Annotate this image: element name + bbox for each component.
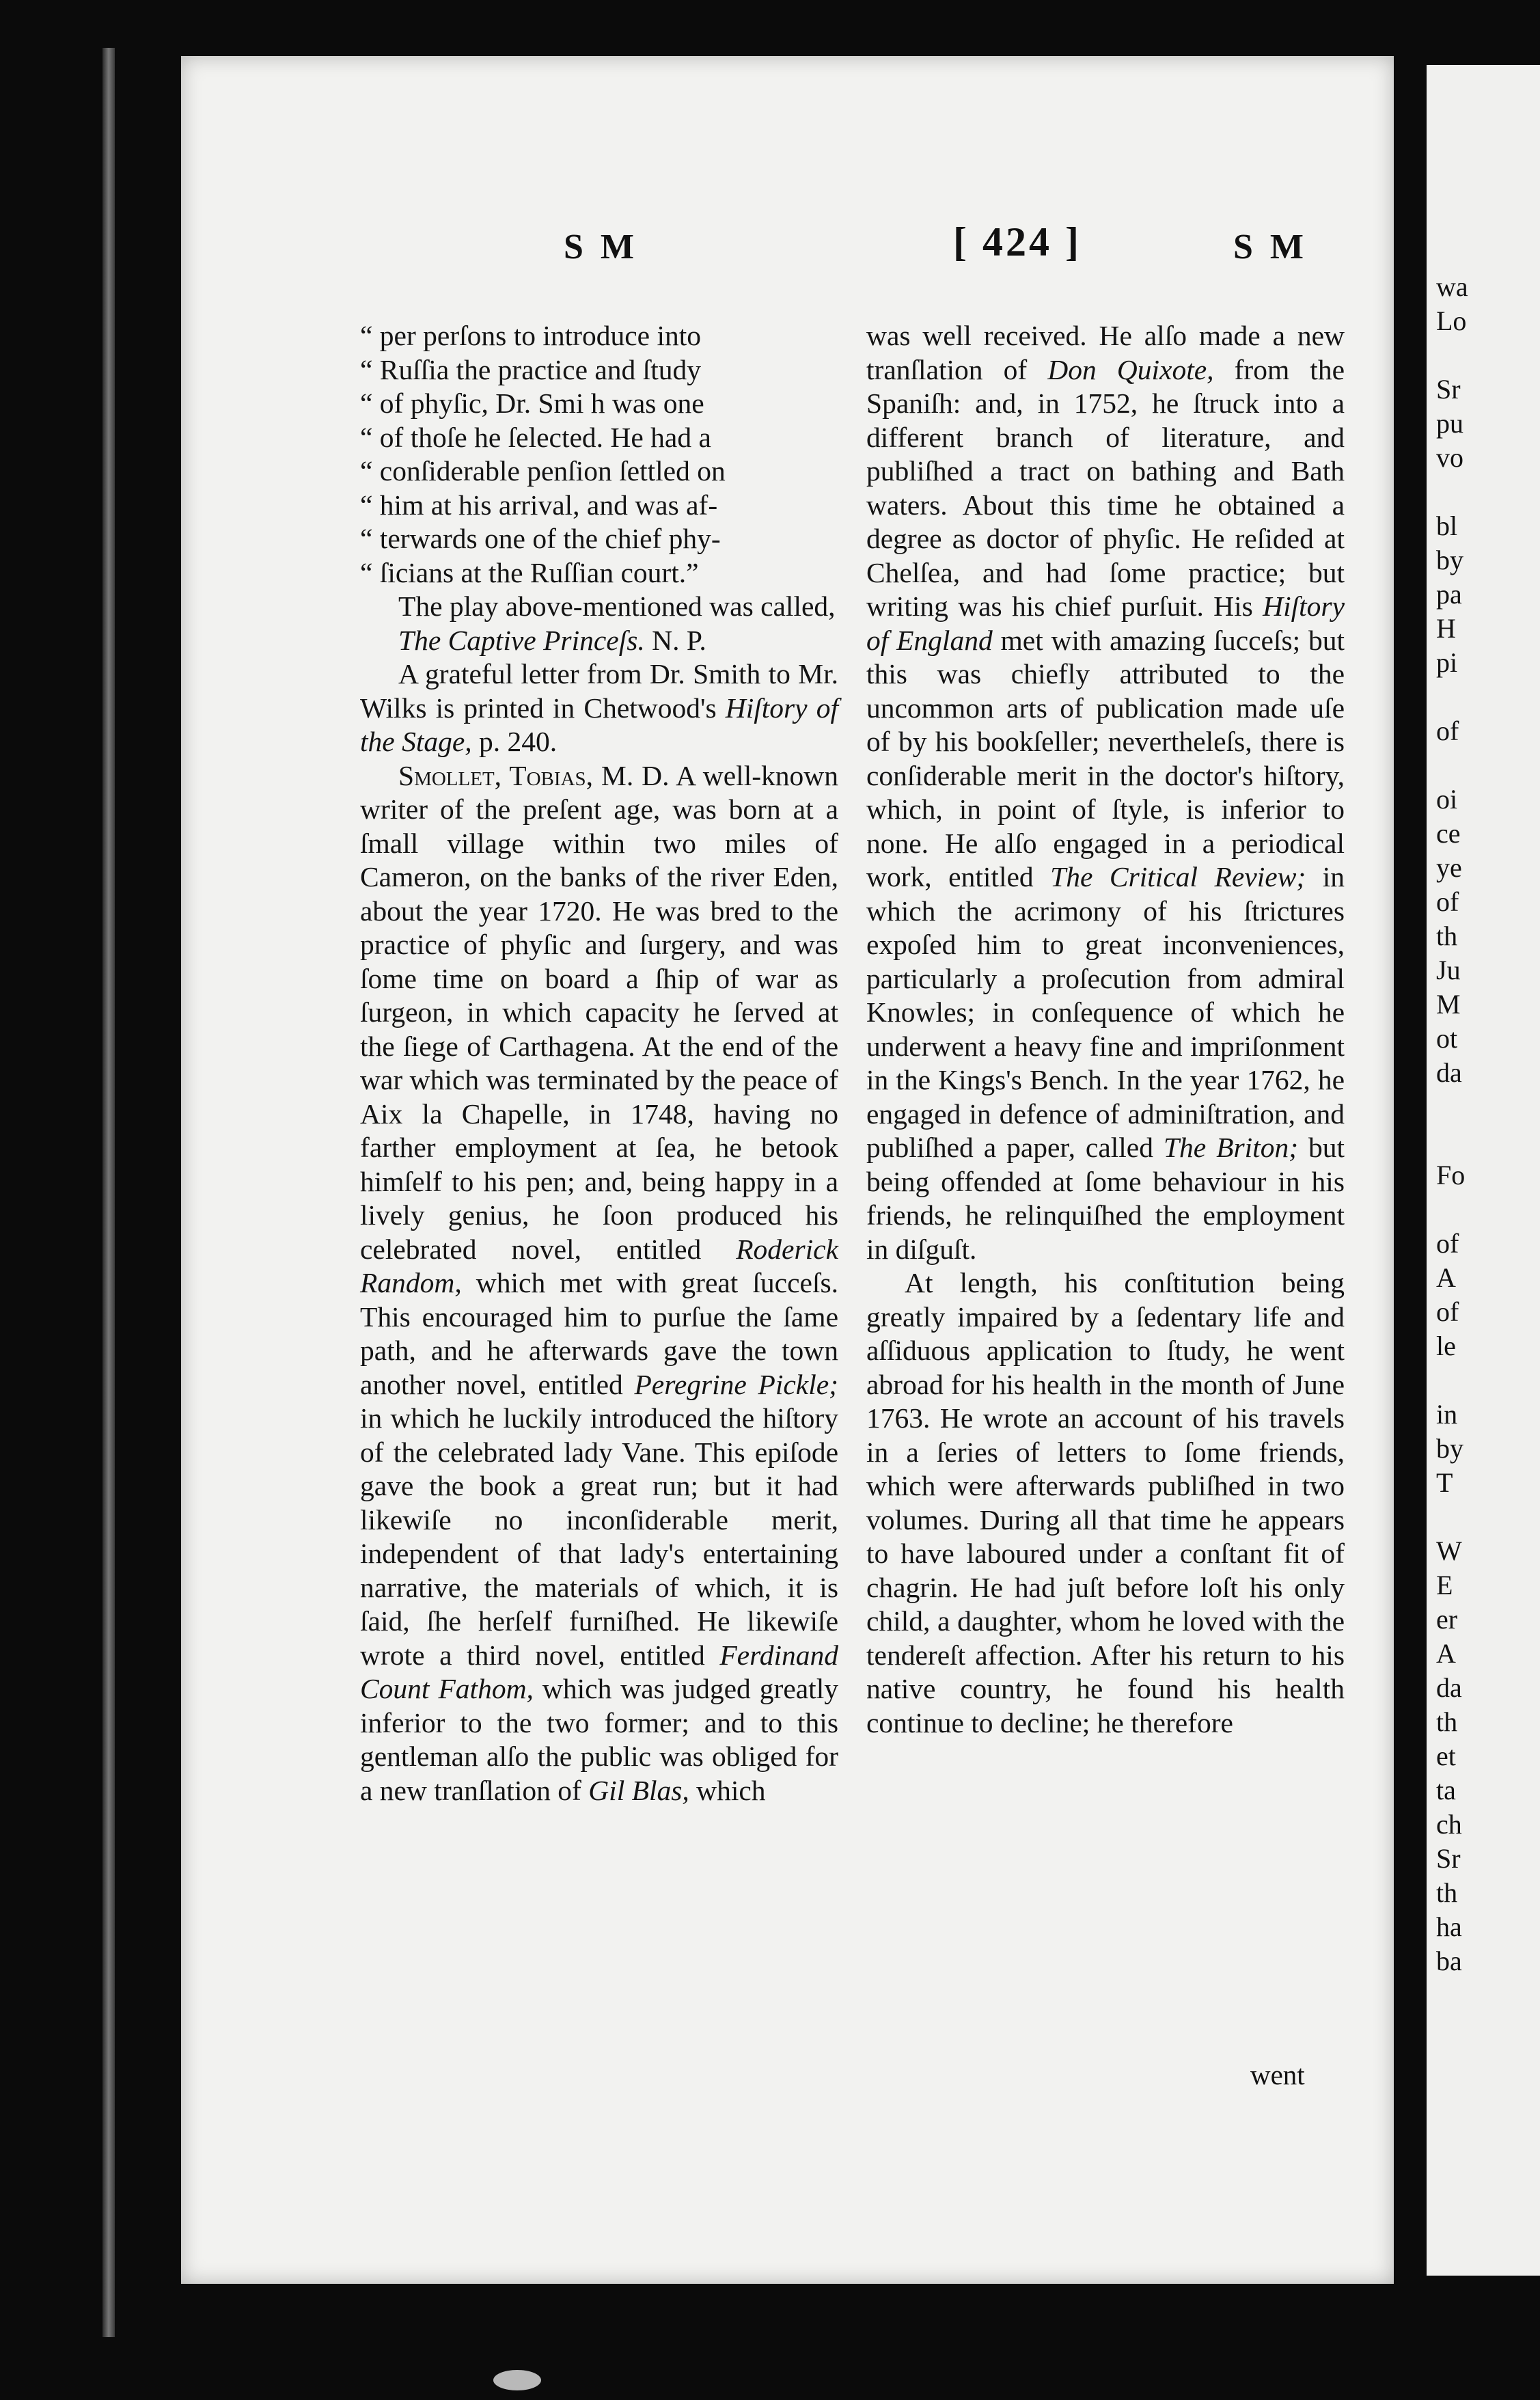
letter-page-ref: p. 240. <box>471 726 558 757</box>
adjacent-page-word-fragment: pu <box>1436 408 1463 439</box>
adjacent-page-word-fragment: Ju <box>1436 955 1461 985</box>
adjacent-page-word-fragment: Sr <box>1436 374 1461 405</box>
adjacent-page-word-fragment: ba <box>1436 1946 1462 1976</box>
adjacent-page-fragment <box>1427 65 1540 2276</box>
quote-line: “ him at his arrival, and was af- <box>360 489 718 521</box>
scan-artifact <box>493 2370 541 2390</box>
entry-text: which met with great ſucceſs. This encouraged him to purſue the ſame path, and he afterwards gave the town another novel, entitled <box>360 1267 838 1400</box>
entry-text: M. D. A well-known writer of the preſent age, was born at a ſmall village within two miles of Cameron, on the banks of the river Eden, about the year 1720. He was bred to the practice of phyſic and ſurgery, and was ſome time on board a ſhip of war as ſurgeon, in which capacity he ſerved at the ſiege of Carthagena. At the end of the war which was terminated by the peace of Aix la Chapelle, in 1748, having no farther employment at ſea, he betook himſelf to his pen; and, being happy in a lively genius, he ſoon produced his celebrated novel, entitled <box>360 759 839 1265</box>
running-head-right: S M <box>1233 228 1308 267</box>
adjacent-page-word-fragment: vo <box>1436 442 1463 473</box>
adjacent-page-word-fragment: ot <box>1436 1023 1458 1054</box>
work-title: Hiſtory of England <box>866 590 1345 656</box>
adjacent-page-word-fragment: ce <box>1436 818 1461 849</box>
quote-line: “ of phyſic, Dr. Smi h was one <box>360 387 704 419</box>
second-paragraph: At length, his conſtitution being greatly impaired by a ſedentary life and aſſiduous application to ſtudy, he went abroad for his health in the month of June 1763. He wrote an account of his travels in a ſeries of letters to ſome friends, which were afterwards publiſhed in two volumes. During all that time he appears to have laboured under a conſtant fit of chagrin. He had juſt before loſt his only child, a daughter, whom he loved with the tendereſt affection. After his return to his native country, he found his health continue to decline; he therefore <box>866 1267 1345 1738</box>
quote-line: “ conſiderable penſion ſettled on <box>360 455 726 487</box>
scan-book-edge <box>102 48 115 2337</box>
adjacent-page-word-fragment: ta <box>1436 1775 1456 1805</box>
entry-text: was well received. He alſo made a new tranſlation of <box>866 320 1345 385</box>
book-page <box>181 56 1394 2284</box>
entry-text: which was judged greatly inferior to the two former; and to this gentleman alſo the public was obliged for a new tranſlation of <box>360 1673 838 1806</box>
adjacent-page-word-fragment: ch <box>1436 1809 1462 1840</box>
cited-work-title: Hiſtory of the Stage, <box>360 692 838 757</box>
work-title: Don Quixote, <box>1047 353 1214 385</box>
entry-text: in which the acrimony of his ſtrictures expoſed him to great inconveniences, particularly a proſecution from admiral Knowles; in conſequence of which he underwent a heavy fine and impriſonment in the Kings's Bench. In the year 1762, he engaged in defence of adminiſtration, and publiſhed a paper, called <box>866 861 1345 1163</box>
adjacent-page-word-fragment: pi <box>1436 647 1458 678</box>
adjacent-page-word-fragment: Fo <box>1436 1160 1466 1190</box>
adjacent-page-word-fragment: er <box>1436 1604 1458 1635</box>
adjacent-page-word-fragment: et <box>1436 1741 1456 1771</box>
play-title: The Captive Princeſs. <box>398 624 645 656</box>
adjacent-page-word-fragment: Sr <box>1436 1843 1461 1874</box>
play-title-line <box>360 624 838 658</box>
right-column <box>866 319 1345 1740</box>
left-column <box>360 319 838 1808</box>
work-title: The Briton; <box>1163 1132 1299 1163</box>
adjacent-page-word-fragment: of <box>1436 715 1459 746</box>
adjacent-page-word-fragment: ye <box>1436 852 1462 883</box>
play-note: N. P. <box>644 624 706 656</box>
smollet-entry <box>360 759 838 1808</box>
adjacent-page-word-fragment: of <box>1436 1296 1459 1327</box>
letter-text: A grateful letter from Dr. Smith to Mr. Wilks is printed in Chetwood's <box>360 658 838 724</box>
work-title: Peregrine Pickle; <box>634 1368 838 1400</box>
adjacent-page-word-fragment: W <box>1436 1536 1462 1566</box>
adjacent-page-word-fragment: oi <box>1436 784 1458 815</box>
adjacent-page-word-fragment: th <box>1436 1877 1458 1908</box>
entry-headword: Smollet, Tobias, <box>398 759 593 791</box>
entry-text: from the Spaniſh: and, in 1752, he ſtruck into a different branch of literature, and publiſhed a tract on bathing and Bath waters. About this time he obtained a degree as doctor of phyſic. He reſided at Chelſea, and had ſome practice; but writing was his chief purſuit. His <box>866 353 1345 622</box>
quote-line: “ per perſons to introduce into <box>360 320 702 351</box>
quote-line: “ ſicians at the Ruſſian court.” <box>360 556 699 588</box>
adjacent-page-word-fragment: le <box>1436 1331 1456 1361</box>
adjacent-page-word-fragment: A <box>1436 1262 1456 1293</box>
continued-paragraph <box>866 319 1345 1266</box>
quote-line: “ terwards one of the chief phy- <box>360 523 721 554</box>
running-head-left: S M <box>564 228 638 267</box>
entry-text: which <box>689 1774 766 1806</box>
entry-text: but being offended at ſome behaviour in his friends, he relinquiſhed the employment in diſguſt. <box>866 1132 1345 1265</box>
adjacent-page-word-fragment: ha <box>1436 1911 1462 1942</box>
adjacent-page-word-fragment: in <box>1436 1399 1458 1430</box>
adjacent-page-word-fragment: of <box>1436 886 1459 917</box>
adjacent-page-word-fragment: Lo <box>1436 305 1467 336</box>
adjacent-page-word-fragment: H <box>1436 613 1456 644</box>
adjacent-page-word-fragment: da <box>1436 1057 1462 1088</box>
entry-text: met with amazing ſucceſs; but this was chiefly attributed to the uncommon arts of publication made uſe of by his bookſeller; nevertheleſs, there is conſiderable merit in the doctor's hiſtory, which, in point of ſtyle, is inferior to none. He alſo engaged in a periodical work, entitled <box>866 624 1345 892</box>
adjacent-page-word-fragment: wa <box>1436 271 1468 302</box>
adjacent-page-word-fragment: M <box>1436 989 1461 1020</box>
page-number: [ 424 ] <box>953 219 1082 264</box>
adjacent-page-word-fragment: th <box>1436 1706 1458 1737</box>
entry-text: in which he luckily introduced the hiſtory of the celebrated lady Vane. This epiſode gave the book a great run; but it had likewiſe no inconſiderable merit, independent of that lady's entertaining narrative, the materials of which, it is ſaid, ſhe herſelf furniſhed. He likewiſe wrote a third novel, entitled <box>360 1402 838 1671</box>
work-title: Ferdinand Count Fathom, <box>360 1639 838 1704</box>
quote-line: “ of thoſe he ſelected. He had a <box>360 421 711 453</box>
adjacent-page-word-fragment: A <box>1436 1638 1456 1669</box>
adjacent-page-word-fragment: bl <box>1436 510 1458 541</box>
adjacent-page-word-fragment: by <box>1436 1433 1463 1464</box>
running-head <box>181 219 1394 282</box>
catchword: went <box>1250 2059 1305 2090</box>
adjacent-page-word-fragment: th <box>1436 921 1458 951</box>
work-title: Gil Blas, <box>588 1774 689 1806</box>
quote-line: “ Ruſſia the practice and ſtudy <box>360 353 701 385</box>
work-title: The Critical Review; <box>1050 861 1306 892</box>
adjacent-page-word-fragment: E <box>1436 1570 1453 1600</box>
adjacent-page-word-fragment: pa <box>1436 579 1462 610</box>
adjacent-page-word-fragment: by <box>1436 545 1463 575</box>
work-title: Roderick Random, <box>360 1233 838 1298</box>
adjacent-page-word-fragment: of <box>1436 1228 1459 1259</box>
play-intro-paragraph: The play above-mentioned was called, <box>398 590 836 622</box>
adjacent-page-word-fragment: da <box>1436 1672 1462 1703</box>
adjacent-page-word-fragment: T <box>1436 1467 1453 1498</box>
letter-paragraph <box>360 657 838 759</box>
